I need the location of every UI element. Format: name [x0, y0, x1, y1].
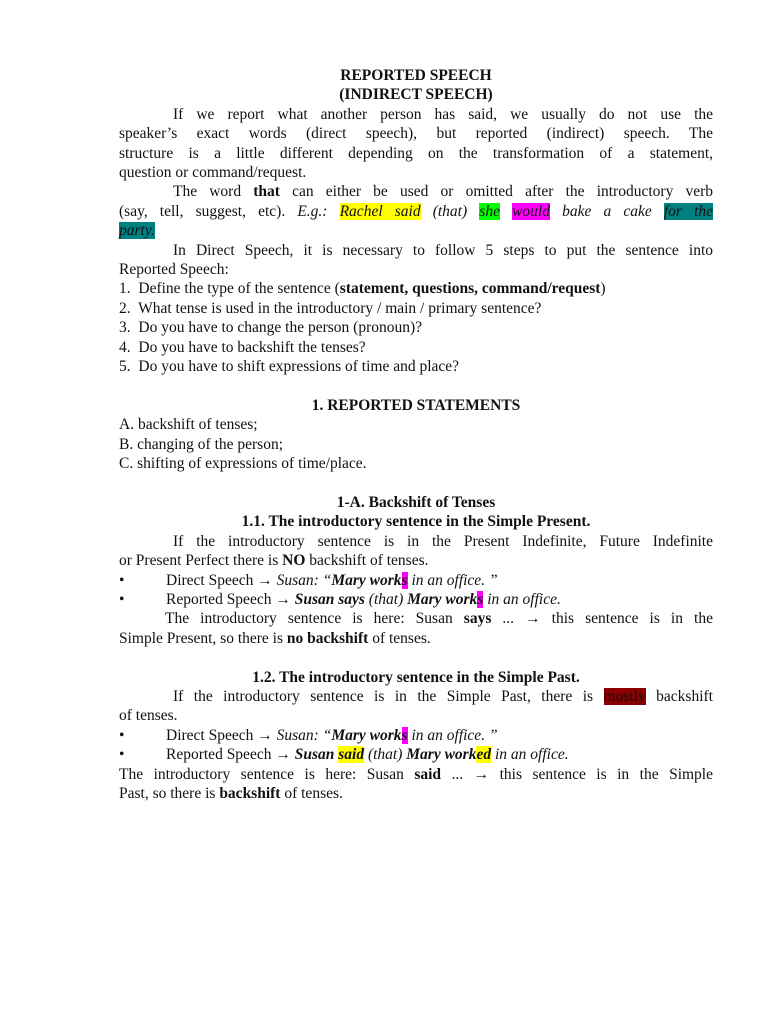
paragraph-line: of tenses. — [119, 707, 178, 725]
document-title — [119, 66, 713, 105]
bullet-item: • Reported Speech → Susan said (that) Mary worked in an office. — [119, 746, 569, 764]
highlight-mostly: mostly — [603, 687, 646, 705]
paragraph-line: or Present Perfect there is NO backshift of tenses. — [119, 552, 429, 570]
spacer — [119, 377, 713, 396]
bullet-item: • Direct Speech → Susan: “Mary works in an office. ” — [119, 726, 498, 744]
highlight-s: s — [401, 571, 408, 589]
list-item: B. changing of the person; — [119, 435, 284, 453]
bullet-icon: • — [119, 571, 125, 589]
subsection-heading: 1.1. The introductory sentence in the Simple Present. — [241, 513, 591, 531]
paragraph-line: Simple Present, so there is no backshift of tenses. — [119, 629, 431, 647]
paragraph-line: The introductory sentence is here: Susan says ... → this sentence is in the — [165, 610, 713, 628]
intro-line: speaker’s exact words (direct speech), but reported (indirect) speech. The — [119, 125, 713, 143]
list-item: 3. Do you have to change the person (pronoun)? — [119, 319, 423, 337]
highlight-said: said — [338, 746, 365, 764]
list-item: 4. Do you have to backshift the tenses? — [119, 338, 366, 356]
paragraph-line: If the introductory sentence is in the Present Indefinite, Future Indefinite — [173, 532, 713, 550]
spacer — [119, 648, 713, 667]
highlight-rachel-said: Rachel said — [339, 202, 421, 220]
list-item: 5. Do you have to shift expressions of time and place? — [119, 358, 460, 376]
highlight-s: s — [401, 726, 408, 744]
steps-list — [119, 279, 713, 376]
title-line-2: (INDIRECT SPEECH) — [339, 86, 493, 104]
highlight-ed: ed — [476, 746, 492, 764]
list-item: C. shifting of expressions of time/place. — [119, 455, 367, 473]
bullet-item: • Direct Speech → Susan: “Mary works in an office. ” — [119, 571, 498, 589]
that-paragraph — [119, 182, 713, 240]
that-line-2: (say, tell, suggest, etc). E.g.: Rachel said (that) she would bake a cake for the — [119, 202, 714, 220]
bullet-icon: • — [119, 590, 125, 608]
bullet-item: • Reported Speech → Susan says (that) Mary works in an office. — [119, 590, 561, 608]
steps-paragraph — [119, 241, 713, 280]
paragraph-line: If the introductory sentence is in the Simple Past, there is mostly backshift — [173, 687, 713, 705]
highlight-party: party. — [119, 222, 155, 240]
intro-line: structure is a little different depending on the transformation of a statement, — [119, 144, 713, 162]
intro-line: question or command/request. — [119, 164, 307, 182]
list-item: A. backshift of tenses; — [119, 416, 258, 434]
section-heading: 1-A. Backshift of Tenses — [336, 493, 496, 511]
paragraph-line: The introductory sentence is here: Susan said ... → this sentence is in the Simple — [119, 765, 713, 783]
that-keyword: that — [253, 183, 280, 201]
that-line-3 — [119, 221, 713, 240]
highlight-would: would — [512, 202, 550, 220]
subsection-heading: 1.2. The introductory sentence in the Simple Past. — [252, 668, 580, 686]
that-line-1: The word that can either be used or omitted after the introductory verb — [173, 183, 714, 201]
paragraph-line: Past, so there is backshift of tenses. — [119, 784, 343, 802]
bullet-icon: • — [119, 726, 125, 744]
highlight-for-the: for the — [663, 202, 714, 220]
highlight-s: s — [477, 590, 484, 608]
document-body — [119, 66, 713, 803]
highlight-she: she — [479, 202, 500, 220]
intro-paragraph — [119, 105, 713, 183]
spacer — [119, 474, 713, 493]
title-line-1: REPORTED SPEECH — [340, 67, 492, 84]
list-item: 1. Define the type of the sentence (statement, questions, command/request) — [119, 280, 606, 298]
steps-line: In Direct Speech, it is necessary to follow 5 steps to put the sentence into — [173, 241, 713, 259]
bullet-icon: • — [119, 746, 125, 764]
section-heading: 1. REPORTED STATEMENTS — [311, 396, 521, 414]
steps-line: Reported Speech: — [119, 261, 229, 279]
list-item: 2. What tense is used in the introductory / main / primary sentence? — [119, 299, 542, 317]
intro-line: If we report what another person has said, we usually do not use the — [173, 105, 713, 123]
